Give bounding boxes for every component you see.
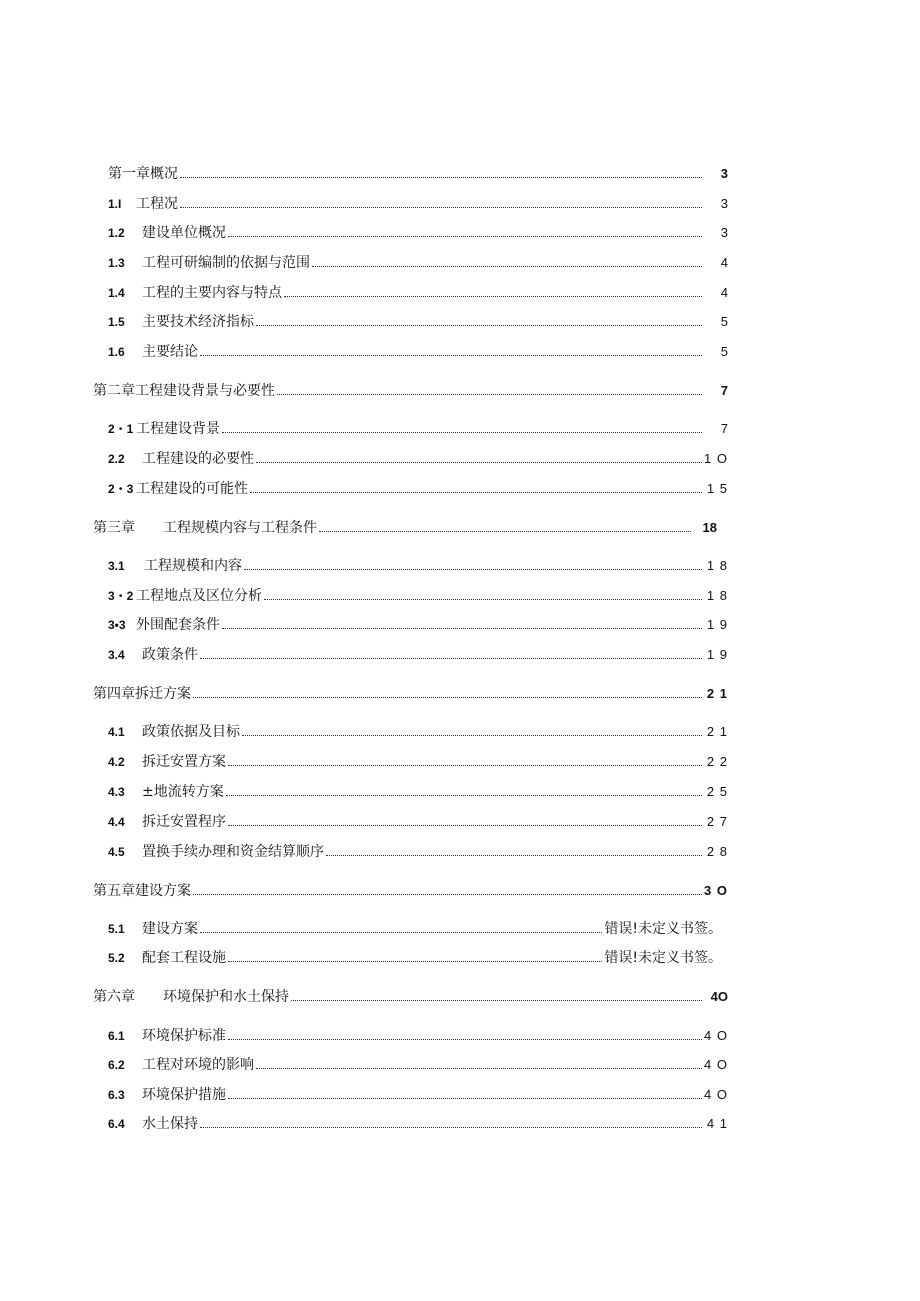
toc-section-number: 3.1 <box>108 559 125 573</box>
toc-page-number: 1 O <box>704 451 728 466</box>
toc-section-entry[interactable] <box>108 476 728 498</box>
dot-leader <box>277 394 702 395</box>
toc-page-number: 4 O <box>704 1057 728 1072</box>
toc-section-entry[interactable] <box>108 191 728 213</box>
toc-section-entry[interactable] <box>108 945 722 967</box>
toc-entry-title: 工程的主要内容与特点 <box>142 285 282 301</box>
dot-leader <box>326 855 702 856</box>
toc-entry-title: 拆迁安置程序 <box>142 814 226 830</box>
toc-page-number: 18 <box>702 520 717 535</box>
toc-section-number: 4.5 <box>108 845 125 859</box>
toc-chapter-entry[interactable] <box>93 984 728 1006</box>
dot-leader <box>291 1000 702 1001</box>
toc-page-number: 1 8 <box>706 588 728 603</box>
toc-page-number: 3 <box>720 166 728 181</box>
toc-entry-title: 主要结论 <box>142 344 198 360</box>
toc-page-number: 4 O <box>704 1028 728 1043</box>
toc-entry-title: 水土保持 <box>142 1116 198 1132</box>
dot-leader <box>228 961 602 962</box>
toc-section-number: 2・3 <box>108 482 134 496</box>
dot-leader <box>228 765 702 766</box>
toc-section-entry[interactable] <box>108 916 722 938</box>
toc-section-number: 3・2 <box>108 589 134 603</box>
toc-section-entry[interactable] <box>108 839 728 861</box>
toc-entry-title: 第六章 环境保护和水土保持 <box>93 989 289 1005</box>
dot-leader <box>256 1068 702 1069</box>
dot-leader <box>256 462 702 463</box>
toc-section-entry[interactable] <box>108 446 728 468</box>
toc-section-number: 1.3 <box>108 256 125 270</box>
toc-entry-title: 主要技术经济指标 <box>142 314 254 330</box>
toc-page-number: 4 <box>720 285 728 300</box>
toc-chapter-entry[interactable] <box>93 378 728 400</box>
toc-page-number: 3 <box>720 196 728 211</box>
toc-page-number: 错误!未定义书签。 <box>604 950 722 966</box>
toc-chapter-entry[interactable] <box>93 681 728 703</box>
dot-leader <box>284 296 702 297</box>
toc-chapter-entry[interactable] <box>93 515 717 537</box>
toc-section-entry[interactable] <box>108 583 728 605</box>
dot-leader <box>319 531 691 532</box>
toc-entry-title: 工程对环境的影响 <box>142 1057 254 1073</box>
toc-section-number: 1.I <box>108 197 122 211</box>
toc-entry-title: 工程建设背景 <box>136 421 220 437</box>
dot-leader <box>200 658 702 659</box>
dot-leader <box>200 355 702 356</box>
toc-page-number: 3 <box>720 225 728 240</box>
toc-page-number: 1 9 <box>706 647 728 662</box>
toc-entry-title: ±地流转方案 <box>142 784 224 800</box>
toc-section-number: 1.5 <box>108 315 125 329</box>
toc-section-number: 3•3 <box>108 618 126 632</box>
toc-section-number: 6.1 <box>108 1029 125 1043</box>
toc-section-number: 1.2 <box>108 226 125 240</box>
dot-leader <box>264 599 702 600</box>
toc-page-number: 4 O <box>704 1087 728 1102</box>
toc-page-number: 4 <box>720 255 728 270</box>
toc-page-number: 1 5 <box>706 481 728 496</box>
toc-chapter-entry[interactable] <box>93 878 728 900</box>
toc-chapter-entry[interactable] <box>108 161 728 183</box>
toc-section-entry[interactable] <box>108 250 728 272</box>
toc-section-entry[interactable] <box>108 220 728 242</box>
dot-leader <box>312 266 702 267</box>
toc-entry-title: 环境保护标准 <box>142 1028 226 1044</box>
toc-section-number: 1.4 <box>108 286 125 300</box>
toc-section-number: 2.2 <box>108 452 125 466</box>
toc-section-entry[interactable] <box>108 809 728 831</box>
dot-leader <box>228 236 702 237</box>
toc-entry-title: 工程地点及区位分析 <box>136 588 262 604</box>
toc-entry-title: 政策条件 <box>142 647 198 663</box>
dot-leader <box>250 492 702 493</box>
toc-entry-title: 第一章概况 <box>108 166 178 182</box>
toc-entry-title: 工程建设的必要性 <box>142 451 254 467</box>
toc-section-entry[interactable] <box>108 309 728 331</box>
toc-entry-title: 环境保护措施 <box>142 1087 226 1103</box>
toc-section-entry[interactable] <box>108 339 728 361</box>
toc-entry-title: 建设方案 <box>142 921 198 937</box>
toc-section-entry[interactable] <box>108 642 728 664</box>
toc-entry-title: 第三章 工程规模内容与工程条件 <box>93 520 317 536</box>
toc-section-number: 4.1 <box>108 725 125 739</box>
toc-section-entry[interactable] <box>108 1082 728 1104</box>
toc-page-number: 4O <box>710 989 728 1004</box>
dot-leader <box>226 795 702 796</box>
toc-entry-title: 第二章工程建设背景与必要性 <box>93 383 275 399</box>
toc-page-number: 2 7 <box>706 814 728 829</box>
toc-page-number: 4 1 <box>706 1116 728 1131</box>
dot-leader <box>200 1127 702 1128</box>
toc-section-number: 4.2 <box>108 755 125 769</box>
toc-page-number: 3 O <box>704 883 728 898</box>
dot-leader <box>222 432 702 433</box>
toc-page-number: 1 9 <box>706 617 728 632</box>
toc-section-entry[interactable] <box>108 416 728 438</box>
toc-page-number: 2 1 <box>706 724 728 739</box>
dot-leader <box>180 207 702 208</box>
dot-leader <box>228 1039 702 1040</box>
toc-page-number: 5 <box>720 344 728 359</box>
toc-section-number: 6.4 <box>108 1117 125 1131</box>
toc-section-entry[interactable] <box>108 1052 728 1074</box>
toc-entry-title: 拆迁安置方案 <box>142 754 226 770</box>
toc-entry-title: 第四章拆迁方案 <box>93 686 191 702</box>
dot-leader <box>200 932 602 933</box>
dot-leader <box>242 735 702 736</box>
toc-page-number: 2 8 <box>706 844 728 859</box>
dot-leader <box>228 825 702 826</box>
toc-section-entry[interactable] <box>108 280 728 302</box>
toc-section-number: 6.3 <box>108 1088 125 1102</box>
dot-leader <box>222 628 702 629</box>
toc-section-entry[interactable] <box>108 1023 728 1045</box>
toc-section-entry[interactable] <box>108 1111 728 1133</box>
dot-leader <box>180 177 702 178</box>
toc-section-number: 5.1 <box>108 922 125 936</box>
dot-leader <box>228 1098 702 1099</box>
toc-page-number: 2 5 <box>706 784 728 799</box>
toc-section-entry[interactable] <box>108 553 728 575</box>
toc-section-number: 1.6 <box>108 345 125 359</box>
toc-section-number: 6.2 <box>108 1058 125 1072</box>
toc-entry-title: 工程可研编制的依据与范围 <box>142 255 310 271</box>
toc-section-entry[interactable] <box>108 749 728 771</box>
toc-entry-title: 配套工程设施 <box>142 950 226 966</box>
toc-entry-title: 第五章建设方案 <box>93 883 191 899</box>
dot-leader <box>244 569 702 570</box>
toc-entry-title: 建设单位概况 <box>142 225 226 241</box>
toc-section-entry[interactable] <box>108 612 728 634</box>
toc-page-number: 7 <box>720 383 728 398</box>
toc-page-number: 2 2 <box>706 754 728 769</box>
toc-entry-title: 外围配套条件 <box>136 617 220 633</box>
toc-entry-title: 置换手续办理和资金结算顺序 <box>142 844 324 860</box>
toc-section-number: 4.4 <box>108 815 125 829</box>
toc-page-number: 7 <box>720 421 728 436</box>
toc-section-number: 3.4 <box>108 648 125 662</box>
dot-leader <box>193 894 702 895</box>
toc-section-entry[interactable] <box>108 719 728 741</box>
dot-leader <box>256 325 702 326</box>
toc-page-number: 5 <box>720 314 728 329</box>
toc-section-number: 2・1 <box>108 422 134 436</box>
toc-entry-title: 工程规模和内容 <box>144 558 242 574</box>
toc-section-number: 4.3 <box>108 785 125 799</box>
toc-section-number: 5.2 <box>108 951 125 965</box>
toc-entry-title: 政策依据及目标 <box>142 724 240 740</box>
toc-page-number: 错误!未定义书签。 <box>604 921 722 937</box>
toc-entry-title: 工程况 <box>136 196 178 212</box>
toc-section-entry[interactable] <box>108 779 728 801</box>
toc-page-number: 1 8 <box>706 558 728 573</box>
toc-page-number: 2 1 <box>706 686 728 701</box>
dot-leader <box>193 697 702 698</box>
toc-entry-title: 工程建设的可能性 <box>136 481 248 497</box>
